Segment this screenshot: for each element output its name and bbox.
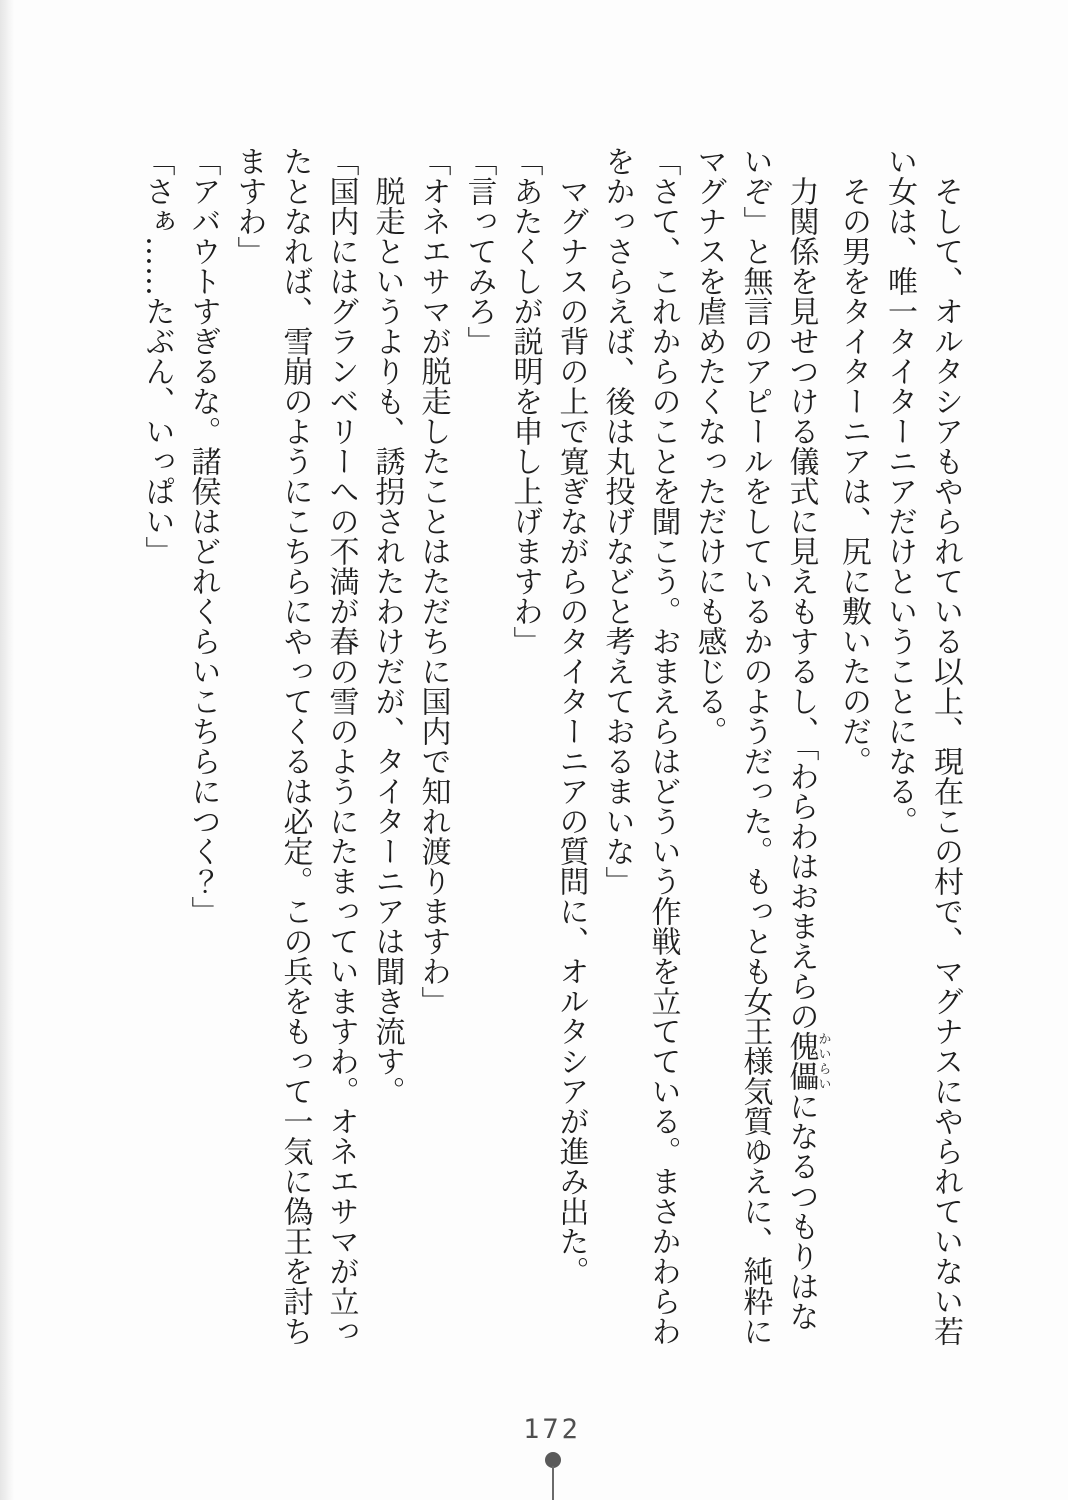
paragraph: 「さぁ……たぶん、いっぱい」 <box>139 146 175 566</box>
paragraph: 脱走というよりも、誘拐されたわけだが、タイターニアは聞き流す。 <box>369 176 405 1106</box>
footer-line-ornament <box>552 1466 554 1500</box>
text-body <box>134 146 969 1352</box>
paragraph: 「オネエサマが脱走したことはただちに国内で知れ渡りますわ」 <box>415 146 451 1016</box>
scan-edge-shading <box>0 0 14 1500</box>
page-number: 172 <box>523 1414 581 1445</box>
paragraph: 「あたくしが説明を申し上げますわ」 <box>507 146 543 656</box>
paragraph: そして、オルタシアもやられている以上、現在この村で、マグナスにやられていない若い女は、唯一タイターニアだけということになる。 <box>882 146 963 1346</box>
paragraph: 力関係を見せつける儀式に見えもするし、「わらわはおまえらの傀儡かいらいになるつもりはないぞ」と無言のアピールをしているかのようだった。もっとも女王様気質ゆえに、純粋にマグナスを虐めたくなっただけにも感じる。 <box>691 146 831 1346</box>
paragraph: その男をタイターニアは、尻に敷いたのだ。 <box>836 176 871 776</box>
paragraph: 「言ってみろ」 <box>461 146 497 356</box>
ruby-annotated-word: 傀儡かいらい <box>783 1031 831 1091</box>
paragraph: マグナスの背の上で寛ぎながらのタイターニアの質問に、オルタシアが進み出た。 <box>553 176 589 1286</box>
paragraph: 「国内にはグランベリーへの不満が春の雪のようにたまっていますわ。オネエサマが立ったとなれば、雪崩のようにこちらにやってくるは必定。この兵をもって一気に偽王を討ちますわ」 <box>231 146 359 1346</box>
paragraph: 「アバウトすぎるな。諸侯はどれくらいこちらにつく？」 <box>185 146 221 926</box>
paragraph: 「さて、これからのことを聞こう。おまえらはどういう作戦を立てている。まさかわらわをかっさらえば、後は丸投げなどと考えておるまいな」 <box>599 146 681 1346</box>
